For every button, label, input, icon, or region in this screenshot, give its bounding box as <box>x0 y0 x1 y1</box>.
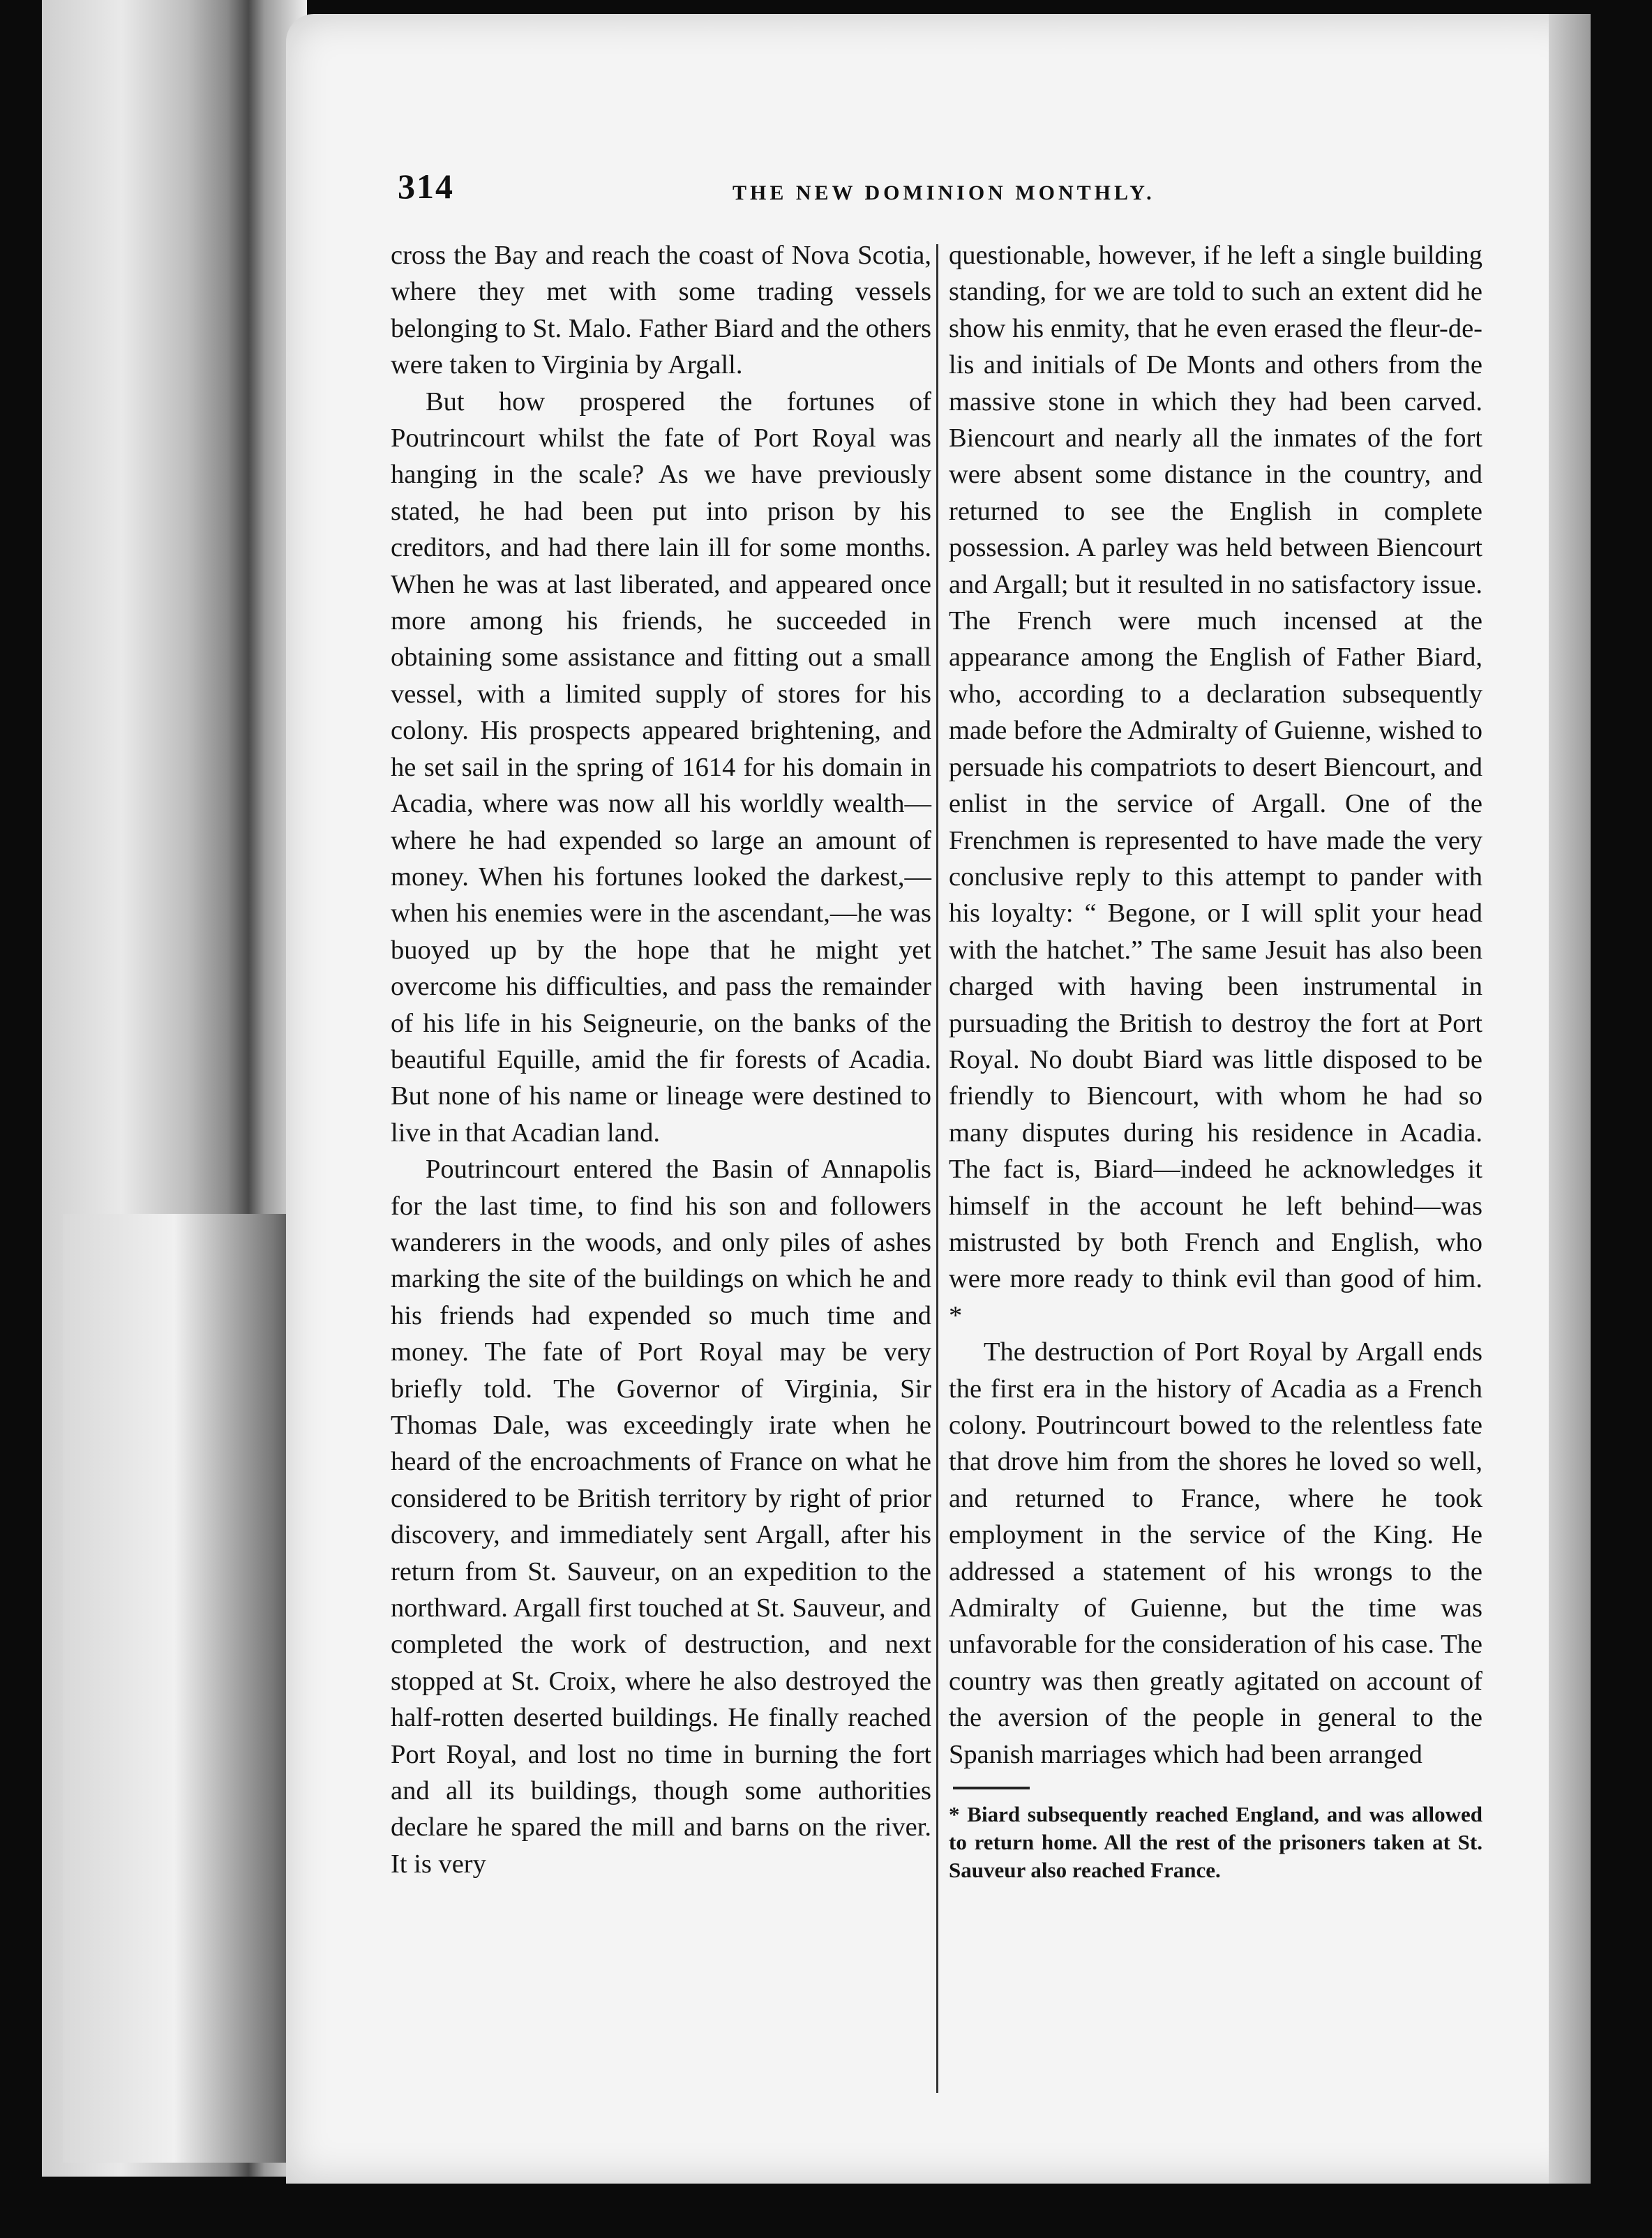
page-header <box>398 166 1472 215</box>
right-column <box>949 237 1482 1884</box>
column-divider <box>936 244 938 2093</box>
book-page <box>286 14 1591 2184</box>
left-paragraph-1: cross the Bay and reach the coast of Nova Scotia, where they met with some trading vessels belonging to St. Malo. Father Biard and the others were taken to Virginia by Argall. <box>391 241 931 380</box>
page-right-edge <box>1549 14 1591 2184</box>
running-head: THE NEW DOMINION MONTHLY. <box>733 181 1155 204</box>
left-paragraph-3: Poutrincourt entered the Basin of Annapolis for the last time, to find his son and followers wanderers in the woods, and only piles of ashes marking the site of the buildings on which he and his friends had expended so much time and money. The fate of Port Royal may be very briefly told. The Governor of Virginia, Sir Thomas Dale, was exceedingly irate when he heard of the encroachments of France on what he considered to be British territory by right of prior discovery, and immediately sent Argall, after his return from St. Sauveur, on an expedition to the northward. Argall first touched at St. Sauveur, and completed the work of destruction, and next stopped at St. Croix, where he also destroyed the half-rotten deserted buildings. He finally reached Port Royal, and lost no time in burning the fort and all its buildings, though some authorities declare he spared the mill and barns on the river. It is very <box>391 1155 931 1879</box>
right-paragraph-2: The destruction of Port Royal by Argall ends the first era in the history of Acadia as a French colony. Poutrincourt bowed to the relentless fate that drove him from the shores he loved so well, and returned to France, where he took employment in the service of the King. He addressed a statement of his wrongs to the Admiralty of Guienne, but the time was unfavorable for the consideration of his case. The country was then greatly agitated on account of the aversion of the people in general to the Spanish marriages which had been arranged <box>949 1337 1482 1769</box>
footnote: * Biard subsequently reached England, and was allowed to return home. All the rest of the prisoners taken at St. Sauveur also reached France. <box>949 1802 1482 1883</box>
left-paragraph-2: But how prospered the fortunes of Poutrincourt whilst the fate of Port Royal was hanging in the scale? As we have previously stated, he had been put into prison by his creditors, and had there lain ill for some months. When he was at last liberated, and appeared once more among his friends, he succeeded in obtaining some assistance and fitting out a small vessel, with a limited supply of stores for his colony. His prospects appeared brightening, and he set sail in the spring of 1614 for his domain in Acadia, where was now all his worldly wealth—where he had expended so large an amount of money. When his fortunes looked the darkest,—when his enemies were in the ascendant,—he was buoyed up by the hope that he might yet overcome his difficulties, and pass the remainder of his life in his Seigneurie, on the banks of the beautiful Equille, amid the fir forests of Acadia. But none of his name or lineage were destined to live in that Acadian land. <box>391 386 931 1148</box>
page-number: 314 <box>398 167 454 206</box>
footnote-rule <box>953 1787 1030 1789</box>
right-paragraph-1: questionable, however, if he left a single building standing, for we are told to such an extent did he show his enmity, that he even erased the fleur-de-lis and initials of De Monts and others from the massive stone in which they had been carved. Biencourt and nearly all the inmates of the fort were absent some distance in the country, and returned to see the English in complete possession. A parley was held between Biencourt and Argall; but it resulted in no satisfactory issue. The French were much incensed at the appearance among the English of Father Biard, who, according to a declaration subsequently made before the Admiralty of Guienne, wished to persuade his compatriots to desert Biencourt, and enlist in the service of Argall. One of the Frenchmen is represented to have made the very conclusive reply to this attempt to pander with his loyalty: “ Begone, or I will split your head with the hatchet.” The same Jesuit has also been charged with having been instrumental in pursuading the British to destroy the fort at Port Royal. No doubt Biard was little disposed to be friendly to Biencourt, with whom he had so many disputes during his residence in Acadia. The fact is, Biard—indeed he acknowledges it himself in the account he left behind—was mistrusted by both French and English, who were more ready to think evil than good of him. * <box>949 241 1482 1330</box>
left-column <box>391 237 931 1882</box>
